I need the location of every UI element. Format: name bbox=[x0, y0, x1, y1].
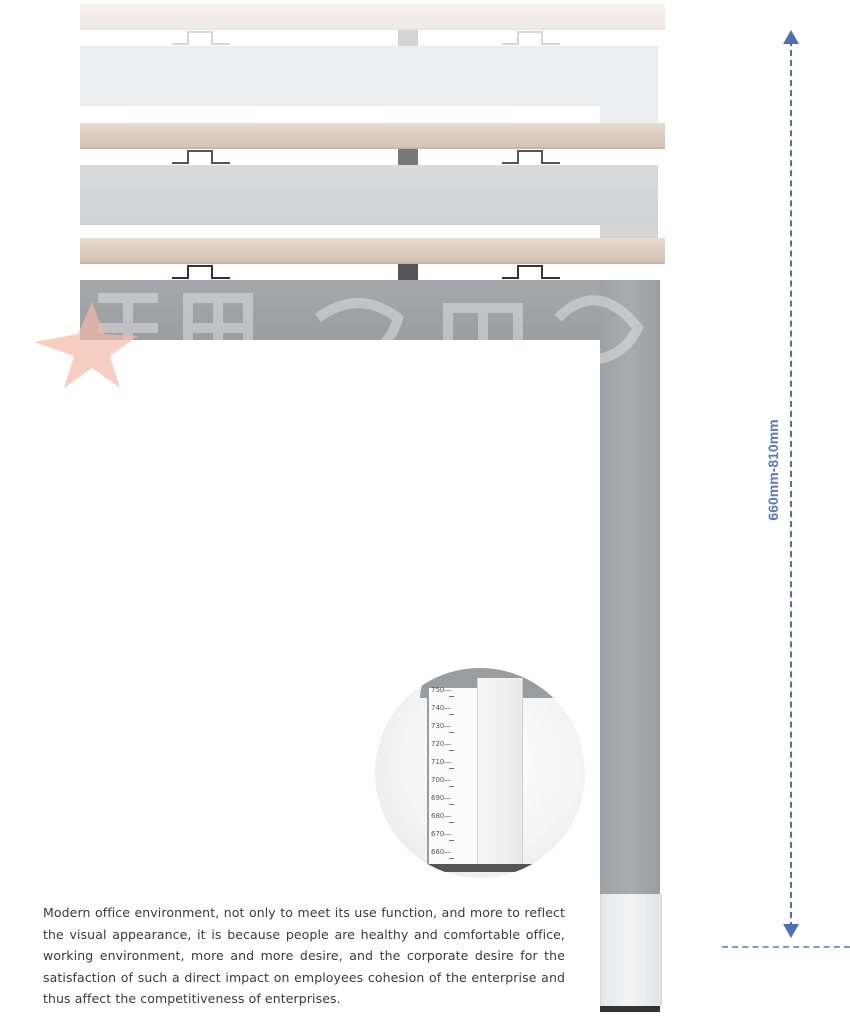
height-scale-inset bbox=[375, 668, 585, 878]
scale-minor-tick bbox=[449, 714, 454, 715]
scale-tick-label: 670— bbox=[431, 830, 452, 838]
desk-leg-inner-tube bbox=[600, 894, 662, 1006]
scale-minor-tick bbox=[449, 696, 454, 697]
scale-tick-label: 680— bbox=[431, 812, 452, 820]
scale-minor-tick bbox=[449, 786, 454, 787]
height-dimension-line bbox=[790, 40, 792, 928]
desk-board-top-faded bbox=[80, 4, 665, 30]
scale-tick-label: 750— bbox=[431, 686, 452, 694]
desk-foot bbox=[600, 1006, 660, 1012]
brackets-row-2 bbox=[80, 147, 665, 167]
scale-minor-tick bbox=[449, 858, 454, 859]
inset-scale-ticks bbox=[431, 686, 471, 866]
scale-minor-tick bbox=[449, 840, 454, 841]
brackets-row-1 bbox=[80, 28, 665, 48]
height-range-label: 660mm-810mm bbox=[765, 419, 781, 521]
desk-board-middle bbox=[80, 123, 665, 149]
desk-board-lower bbox=[80, 238, 665, 264]
scale-tick-label: 710— bbox=[431, 758, 452, 766]
scale-tick-label: 700— bbox=[431, 776, 452, 784]
scale-tick-label: 690— bbox=[431, 794, 452, 802]
floor-reference-line bbox=[722, 946, 850, 948]
frame-beam-2 bbox=[80, 165, 658, 225]
arrow-down-icon bbox=[783, 924, 799, 938]
scale-minor-tick bbox=[449, 804, 454, 805]
inset-inner-tube bbox=[477, 678, 523, 866]
frame-beam-1 bbox=[80, 46, 658, 106]
description-text: Modern office environment, not only to meet its use function, and more to reflect the visual appearance, it is because people are healthy and comfortable office, working environment, more and more desire, and the corporate desire for the satisfaction of such a direct impact on employees cohesion of the enterprise and thus affect the competitiveness of enterprises. bbox=[43, 905, 565, 1006]
scale-minor-tick bbox=[449, 768, 454, 769]
brackets-row-3 bbox=[80, 262, 665, 282]
scale-tick-label: 740— bbox=[431, 704, 452, 712]
scale-tick-label: 730— bbox=[431, 722, 452, 730]
scale-tick-label: 660— bbox=[431, 848, 452, 856]
scale-tick-label: 720— bbox=[431, 740, 452, 748]
scale-minor-tick bbox=[449, 732, 454, 733]
star-icon bbox=[30, 300, 140, 390]
scale-minor-tick bbox=[449, 822, 454, 823]
scale-minor-tick bbox=[449, 750, 454, 751]
watermark-logo bbox=[88, 288, 658, 398]
